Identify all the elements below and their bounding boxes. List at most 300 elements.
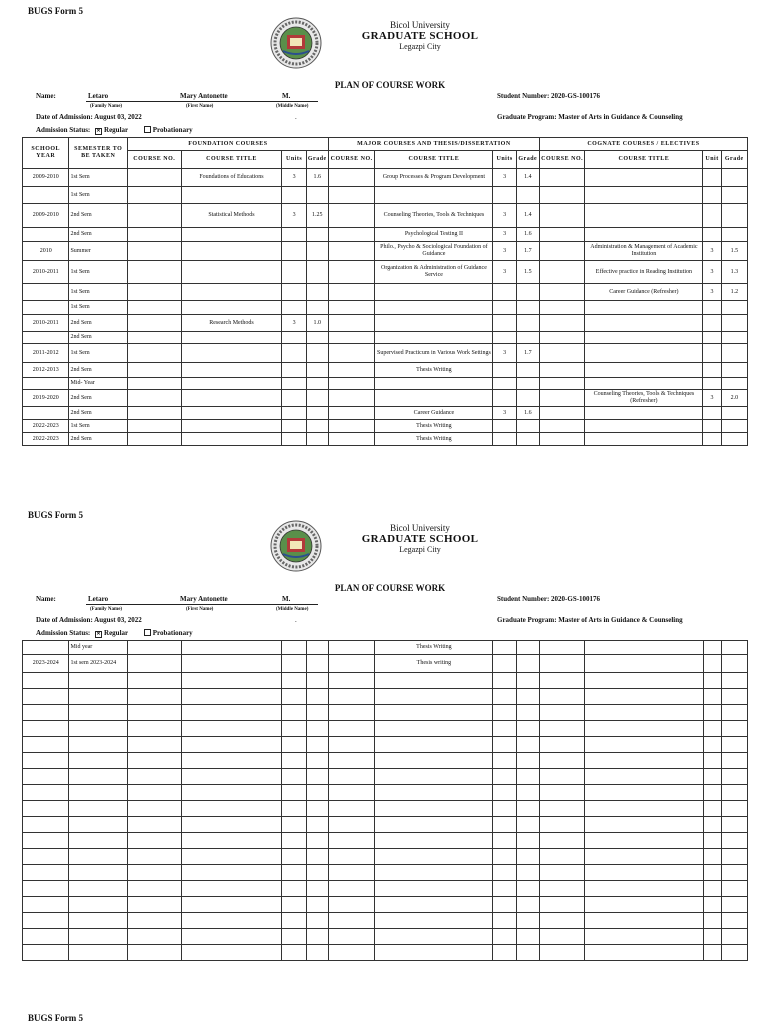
foundation-units-cell <box>282 881 306 897</box>
cognate-course-no-cell <box>539 849 584 865</box>
semester-cell <box>69 673 128 689</box>
major-units-cell <box>493 769 516 785</box>
cognate-course-title-cell <box>585 705 703 721</box>
foundation-course-title-cell <box>181 705 282 721</box>
semester-cell: 1st Sem <box>69 187 128 204</box>
major-course-title-cell: Supervised Practicum in Various Work Settings <box>375 344 493 363</box>
foundation-units-cell <box>282 737 306 753</box>
foundation-course-title-cell <box>181 865 282 881</box>
major-course-title-cell: Psychological Testing II <box>375 228 493 242</box>
foundation-course-no-cell <box>128 897 182 913</box>
table-row <box>23 913 748 929</box>
semester-cell: 1st Sem <box>69 261 128 284</box>
admission-dot: . <box>295 113 297 121</box>
semester-cell <box>69 769 128 785</box>
semester-cell <box>69 913 128 929</box>
university-header <box>360 523 480 554</box>
course-no-header: COURSE NO. <box>539 151 584 169</box>
major-units-cell: 3 <box>493 204 516 228</box>
major-units-cell <box>493 881 516 897</box>
school-year-cell <box>23 817 69 833</box>
major-course-no-cell <box>328 753 374 769</box>
foundation-grade-cell: 1.6 <box>306 169 328 187</box>
admission-date: Date of Admission: August 03, 2022 <box>36 113 142 121</box>
major-grade-cell <box>516 849 539 865</box>
major-grade-cell: 1.6 <box>516 228 539 242</box>
foundation-units-cell: 3 <box>282 315 306 332</box>
school-year-cell <box>23 737 69 753</box>
major-course-title-cell <box>375 737 493 753</box>
foundation-course-title-cell <box>181 945 282 961</box>
foundation-courses-header: FOUNDATION COURSES <box>128 138 329 151</box>
major-course-no-cell <box>328 785 374 801</box>
major-course-no-cell <box>328 673 374 689</box>
family-name-caption: (Family Name) <box>90 607 123 612</box>
major-grade-cell: 1.5 <box>516 261 539 284</box>
major-course-title-cell <box>375 849 493 865</box>
cognate-unit-cell <box>703 655 721 673</box>
admission-status-label: Admission Status: <box>36 126 91 134</box>
major-course-no-cell <box>328 641 374 655</box>
first-name: Mary Antonette <box>180 595 228 603</box>
cognate-grade-cell <box>721 689 747 705</box>
foundation-course-title-cell: Foundations of Educations <box>181 169 282 187</box>
cognate-grade-cell <box>721 753 747 769</box>
semester-cell <box>69 817 128 833</box>
cognate-unit-cell <box>703 753 721 769</box>
foundation-grade-cell <box>306 865 328 881</box>
cognate-grade-cell <box>721 913 747 929</box>
major-units-cell <box>493 753 516 769</box>
major-course-no-cell <box>328 849 374 865</box>
university-name: Bicol University <box>390 20 450 30</box>
school-year-cell: 2012-2013 <box>23 363 69 378</box>
cognate-course-title-cell: Effective practice in Reading Institution <box>585 261 703 284</box>
cognate-course-title-cell <box>585 769 703 785</box>
foundation-units-cell <box>282 929 306 945</box>
foundation-units-cell <box>282 769 306 785</box>
foundation-grade-cell <box>306 785 328 801</box>
major-course-no-cell <box>328 913 374 929</box>
cognate-course-title-cell <box>585 945 703 961</box>
major-course-title-cell <box>375 817 493 833</box>
cognate-unit-cell <box>703 641 721 655</box>
cognate-grade-cell <box>721 705 747 721</box>
major-grade-cell <box>516 641 539 655</box>
regular-checkbox[interactable]: ✕ <box>96 129 101 134</box>
major-course-title-cell <box>375 801 493 817</box>
cognate-grade-cell: 2.0 <box>721 390 747 407</box>
foundation-grade-cell <box>306 721 328 737</box>
admission-dot: . <box>295 616 297 624</box>
school-year-cell: 2011-2012 <box>23 344 69 363</box>
semester-cell: 1st Sem <box>69 344 128 363</box>
middle-name-caption: (Middle Name) <box>276 104 309 109</box>
cognate-unit-cell: 3 <box>703 284 721 301</box>
first-name-caption: (First Name) <box>186 104 214 109</box>
foundation-course-title-cell <box>181 881 282 897</box>
foundation-grade-cell <box>306 929 328 945</box>
cognate-unit-cell <box>703 833 721 849</box>
foundation-course-no-cell <box>128 945 182 961</box>
major-grade-cell <box>516 865 539 881</box>
major-course-no-cell <box>328 689 374 705</box>
cognate-unit-cell <box>703 689 721 705</box>
cognate-unit-cell: 3 <box>703 242 721 261</box>
major-units-cell <box>493 897 516 913</box>
semester-cell <box>69 897 128 913</box>
cognate-course-no-cell <box>539 769 584 785</box>
school-year-cell: 2019-2020 <box>23 390 69 407</box>
table-row <box>23 929 748 945</box>
major-course-title-cell <box>375 673 493 689</box>
course-no-header: COURSE NO. <box>328 151 374 169</box>
major-grade-cell: 1.7 <box>516 344 539 363</box>
major-course-title-cell <box>375 833 493 849</box>
semester-cell: 1st Sem <box>69 301 128 315</box>
cognate-course-title-cell <box>585 833 703 849</box>
cognate-unit-cell <box>703 737 721 753</box>
major-units-cell: 3 <box>493 344 516 363</box>
foundation-course-no-cell <box>128 769 182 785</box>
foundation-course-no-cell <box>128 753 182 769</box>
foundation-course-title-cell <box>181 737 282 753</box>
major-grade-cell <box>516 655 539 673</box>
cognate-grade-cell <box>721 785 747 801</box>
cognate-course-no-cell <box>539 945 584 961</box>
major-course-title-cell <box>375 689 493 705</box>
major-course-no-cell <box>328 817 374 833</box>
form-code: BUGS Form 5 <box>28 510 83 520</box>
school-year-cell <box>23 849 69 865</box>
foundation-units-cell <box>282 641 306 655</box>
cognate-course-no-cell <box>539 655 584 673</box>
foundation-units-cell <box>282 913 306 929</box>
cognate-unit-cell <box>703 945 721 961</box>
foundation-units-cell <box>282 945 306 961</box>
major-course-title-cell: Thesis Writing <box>375 420 493 433</box>
school-year-cell <box>23 721 69 737</box>
graduate-school-title: GRADUATE SCHOOL <box>361 30 479 42</box>
foundation-course-no-cell <box>128 849 182 865</box>
cognate-unit-cell: 3 <box>703 390 721 407</box>
cognate-courses-header: COGNATE COURSES / ELECTIVES <box>539 138 747 151</box>
major-course-title-cell: Counseling Theories, Tools & Techniques <box>375 204 493 228</box>
school-year-cell: 2023-2024 <box>23 655 69 673</box>
school-year-cell: 2009-2010 <box>23 169 69 187</box>
semester-cell: 1st sem 2023-2024 <box>69 655 128 673</box>
major-course-title-cell <box>375 945 493 961</box>
cognate-grade-cell <box>721 655 747 673</box>
semester-cell: 2nd Sem <box>69 363 128 378</box>
school-year-cell: 2009-2010 <box>23 204 69 228</box>
probationary-checkbox[interactable] <box>144 629 151 636</box>
foundation-grade-cell <box>306 881 328 897</box>
major-course-title-cell <box>375 881 493 897</box>
cognate-grade-cell: 1.5 <box>721 242 747 261</box>
semester-cell <box>69 945 128 961</box>
plan-title: PLAN OF COURSE WORK <box>334 583 446 593</box>
foundation-course-title-cell: Statistical Methods <box>181 204 282 228</box>
cognate-grade-cell <box>721 945 747 961</box>
foundation-grade-cell <box>306 641 328 655</box>
foundation-course-no-cell <box>128 929 182 945</box>
foundation-course-no-cell <box>128 641 182 655</box>
major-grade-cell <box>516 801 539 817</box>
foundation-units-cell <box>282 655 306 673</box>
regular-checkbox[interactable]: ✕ <box>96 632 101 637</box>
major-course-no-cell <box>328 833 374 849</box>
school-year-cell <box>23 881 69 897</box>
middle-name-caption: (Middle Name) <box>276 607 309 612</box>
major-units-cell <box>493 849 516 865</box>
school-year-cell <box>23 689 69 705</box>
graduate-program: Graduate Program: Master of Arts in Guidance & Counseling <box>497 616 683 624</box>
foundation-course-no-cell <box>128 785 182 801</box>
foundation-units-cell <box>282 865 306 881</box>
cognate-course-no-cell <box>539 785 584 801</box>
foundation-grade-cell <box>306 753 328 769</box>
university-seal-icon <box>270 520 322 572</box>
cognate-course-title-cell <box>585 721 703 737</box>
cognate-course-title-cell <box>585 673 703 689</box>
major-units-cell: 3 <box>493 242 516 261</box>
admission-status <box>36 629 193 637</box>
major-units-cell: 3 <box>493 169 516 187</box>
semester-cell: 2nd Sem <box>69 204 128 228</box>
semester-cell: 2nd Sem <box>69 390 128 407</box>
cognate-unit-cell <box>703 817 721 833</box>
probationary-label: Probationary <box>152 629 193 637</box>
major-units-cell <box>493 721 516 737</box>
cognate-course-title-cell <box>585 753 703 769</box>
cognate-course-title-cell <box>585 641 703 655</box>
foundation-course-no-cell <box>128 833 182 849</box>
cognate-course-no-cell <box>539 689 584 705</box>
grade-header: Grade <box>516 151 539 169</box>
semester-cell: 2nd Sem <box>69 433 128 446</box>
graduate-program: Graduate Program: Master of Arts in Guidance & Counseling <box>497 113 683 121</box>
cognate-grade-cell <box>721 881 747 897</box>
cognate-course-no-cell <box>539 929 584 945</box>
cognate-unit-cell <box>703 913 721 929</box>
foundation-units-cell <box>282 817 306 833</box>
foundation-course-no-cell <box>128 673 182 689</box>
semester-cell: 1st Sem <box>69 169 128 187</box>
cognate-course-no-cell <box>539 753 584 769</box>
major-course-title-cell: Thesis Writing <box>375 363 493 378</box>
major-units-cell <box>493 705 516 721</box>
school-year-cell: 2022-2023 <box>23 420 69 433</box>
cognate-course-title-cell <box>585 897 703 913</box>
cognate-course-no-cell <box>539 673 584 689</box>
cognate-course-no-cell <box>539 865 584 881</box>
foundation-grade-cell <box>306 817 328 833</box>
major-units-cell <box>493 913 516 929</box>
foundation-grade-cell: 1.25 <box>306 204 328 228</box>
cognate-course-title-cell <box>585 737 703 753</box>
cognate-unit-cell <box>703 897 721 913</box>
semester-cell: Mid- Year <box>69 378 128 390</box>
major-course-no-cell <box>328 737 374 753</box>
school-year-cell <box>23 753 69 769</box>
foundation-course-title-cell <box>181 897 282 913</box>
school-year-cell: 2010-2011 <box>23 315 69 332</box>
cognate-grade-cell <box>721 737 747 753</box>
probationary-label: Probationary <box>152 126 193 134</box>
foundation-grade-cell <box>306 801 328 817</box>
school-year-cell <box>23 673 69 689</box>
course-no-header: COURSE NO. <box>128 151 182 169</box>
cognate-course-no-cell <box>539 897 584 913</box>
table-row <box>23 769 748 785</box>
foundation-course-no-cell <box>128 881 182 897</box>
major-course-title-cell: Philo., Psycho & Sociological Foundation of Guidance <box>375 242 493 261</box>
graduate-school-title: GRADUATE SCHOOL <box>361 533 479 545</box>
cognate-grade-cell <box>721 721 747 737</box>
foundation-course-title-cell <box>181 929 282 945</box>
first-name: Mary Antonette <box>180 92 228 100</box>
major-units-cell <box>493 929 516 945</box>
major-course-no-cell <box>328 655 374 673</box>
semester-cell: 2nd Sem <box>69 315 128 332</box>
middle-name: M. <box>282 92 291 100</box>
table-row <box>23 801 748 817</box>
cognate-grade-cell <box>721 929 747 945</box>
table-row <box>23 897 748 913</box>
table-row <box>23 849 748 865</box>
foundation-course-no-cell <box>128 865 182 881</box>
foundation-units-cell <box>282 753 306 769</box>
semester-cell <box>69 753 128 769</box>
foundation-course-title-cell <box>181 673 282 689</box>
major-units-cell <box>493 641 516 655</box>
cognate-course-title-cell <box>585 785 703 801</box>
foundation-units-cell <box>282 705 306 721</box>
cognate-course-no-cell <box>539 705 584 721</box>
cognate-grade-cell <box>721 673 747 689</box>
family-name: Letaro <box>88 595 109 603</box>
major-course-title-cell: Group Processes & Program Development <box>375 169 493 187</box>
major-course-no-cell <box>328 945 374 961</box>
major-course-title-cell <box>375 913 493 929</box>
foundation-course-title-cell <box>181 849 282 865</box>
school-year-cell <box>23 929 69 945</box>
major-units-cell: 3 <box>493 228 516 242</box>
foundation-course-title-cell <box>181 721 282 737</box>
foundation-grade-cell <box>306 897 328 913</box>
foundation-course-no-cell <box>128 705 182 721</box>
semester-cell <box>69 865 128 881</box>
course-rows <box>23 641 748 961</box>
school-year-cell <box>23 769 69 785</box>
semester-cell <box>69 785 128 801</box>
major-grade-cell <box>516 705 539 721</box>
foundation-grade-cell <box>306 705 328 721</box>
foundation-grade-cell <box>306 945 328 961</box>
student-number: Student Number: 2020-GS-100176 <box>497 92 601 100</box>
foundation-course-no-cell <box>128 737 182 753</box>
course-title-header: COURSE TITLE <box>181 151 282 169</box>
semester-cell <box>69 801 128 817</box>
foundation-course-title-cell <box>181 785 282 801</box>
major-units-cell <box>493 801 516 817</box>
major-grade-cell <box>516 833 539 849</box>
foundation-units-cell <box>282 897 306 913</box>
course-title-header: COURSE TITLE <box>375 151 493 169</box>
cognate-grade-cell <box>721 801 747 817</box>
cognate-unit-cell <box>703 881 721 897</box>
course-plan-table <box>22 640 748 961</box>
major-units-cell: 3 <box>493 261 516 284</box>
cognate-unit-cell <box>703 785 721 801</box>
city-name: Legazpi City <box>399 42 441 51</box>
foundation-grade-cell <box>306 737 328 753</box>
table-row <box>23 865 748 881</box>
major-course-no-cell <box>328 769 374 785</box>
semester-cell <box>69 881 128 897</box>
major-course-title-cell: Career Guidance <box>375 407 493 420</box>
major-units-cell <box>493 865 516 881</box>
school-year-cell <box>23 785 69 801</box>
major-grade-cell: 1.4 <box>516 204 539 228</box>
cognate-course-no-cell <box>539 817 584 833</box>
major-grade-cell <box>516 769 539 785</box>
cognate-grade-cell <box>721 897 747 913</box>
foundation-units-cell <box>282 801 306 817</box>
school-year-cell: 2010-2011 <box>23 261 69 284</box>
cognate-unit-cell <box>703 769 721 785</box>
university-name: Bicol University <box>390 523 450 533</box>
family-name: Letaro <box>88 92 109 100</box>
cognate-grade-cell <box>721 769 747 785</box>
school-year-cell <box>23 945 69 961</box>
name-label: Name: <box>36 92 56 100</box>
school-year-cell <box>23 705 69 721</box>
major-course-title-cell: Thesis Writing <box>375 641 493 655</box>
major-course-no-cell <box>328 705 374 721</box>
major-course-no-cell <box>328 929 374 945</box>
foundation-course-no-cell <box>128 817 182 833</box>
table-row <box>23 641 748 655</box>
foundation-course-title-cell <box>181 655 282 673</box>
major-units-cell <box>493 737 516 753</box>
cognate-unit-cell <box>703 865 721 881</box>
table-row <box>23 945 748 961</box>
cognate-course-title-cell <box>585 655 703 673</box>
major-grade-cell <box>516 785 539 801</box>
semester-cell: 1st Sem <box>69 420 128 433</box>
major-course-no-cell <box>328 897 374 913</box>
major-course-no-cell <box>328 881 374 897</box>
cognate-course-title-cell <box>585 913 703 929</box>
cognate-course-no-cell <box>539 833 584 849</box>
foundation-course-title-cell <box>181 689 282 705</box>
major-grade-cell <box>516 737 539 753</box>
foundation-course-title-cell <box>181 913 282 929</box>
major-course-title-cell <box>375 721 493 737</box>
table-row <box>23 785 748 801</box>
major-units-cell <box>493 673 516 689</box>
semester-cell <box>69 929 128 945</box>
foundation-units-cell <box>282 849 306 865</box>
foundation-course-no-cell <box>128 655 182 673</box>
cognate-course-title-cell <box>585 689 703 705</box>
semester-cell <box>69 689 128 705</box>
grade-header: Grade <box>306 151 328 169</box>
major-course-title-cell <box>375 753 493 769</box>
foundation-course-title-cell <box>181 801 282 817</box>
